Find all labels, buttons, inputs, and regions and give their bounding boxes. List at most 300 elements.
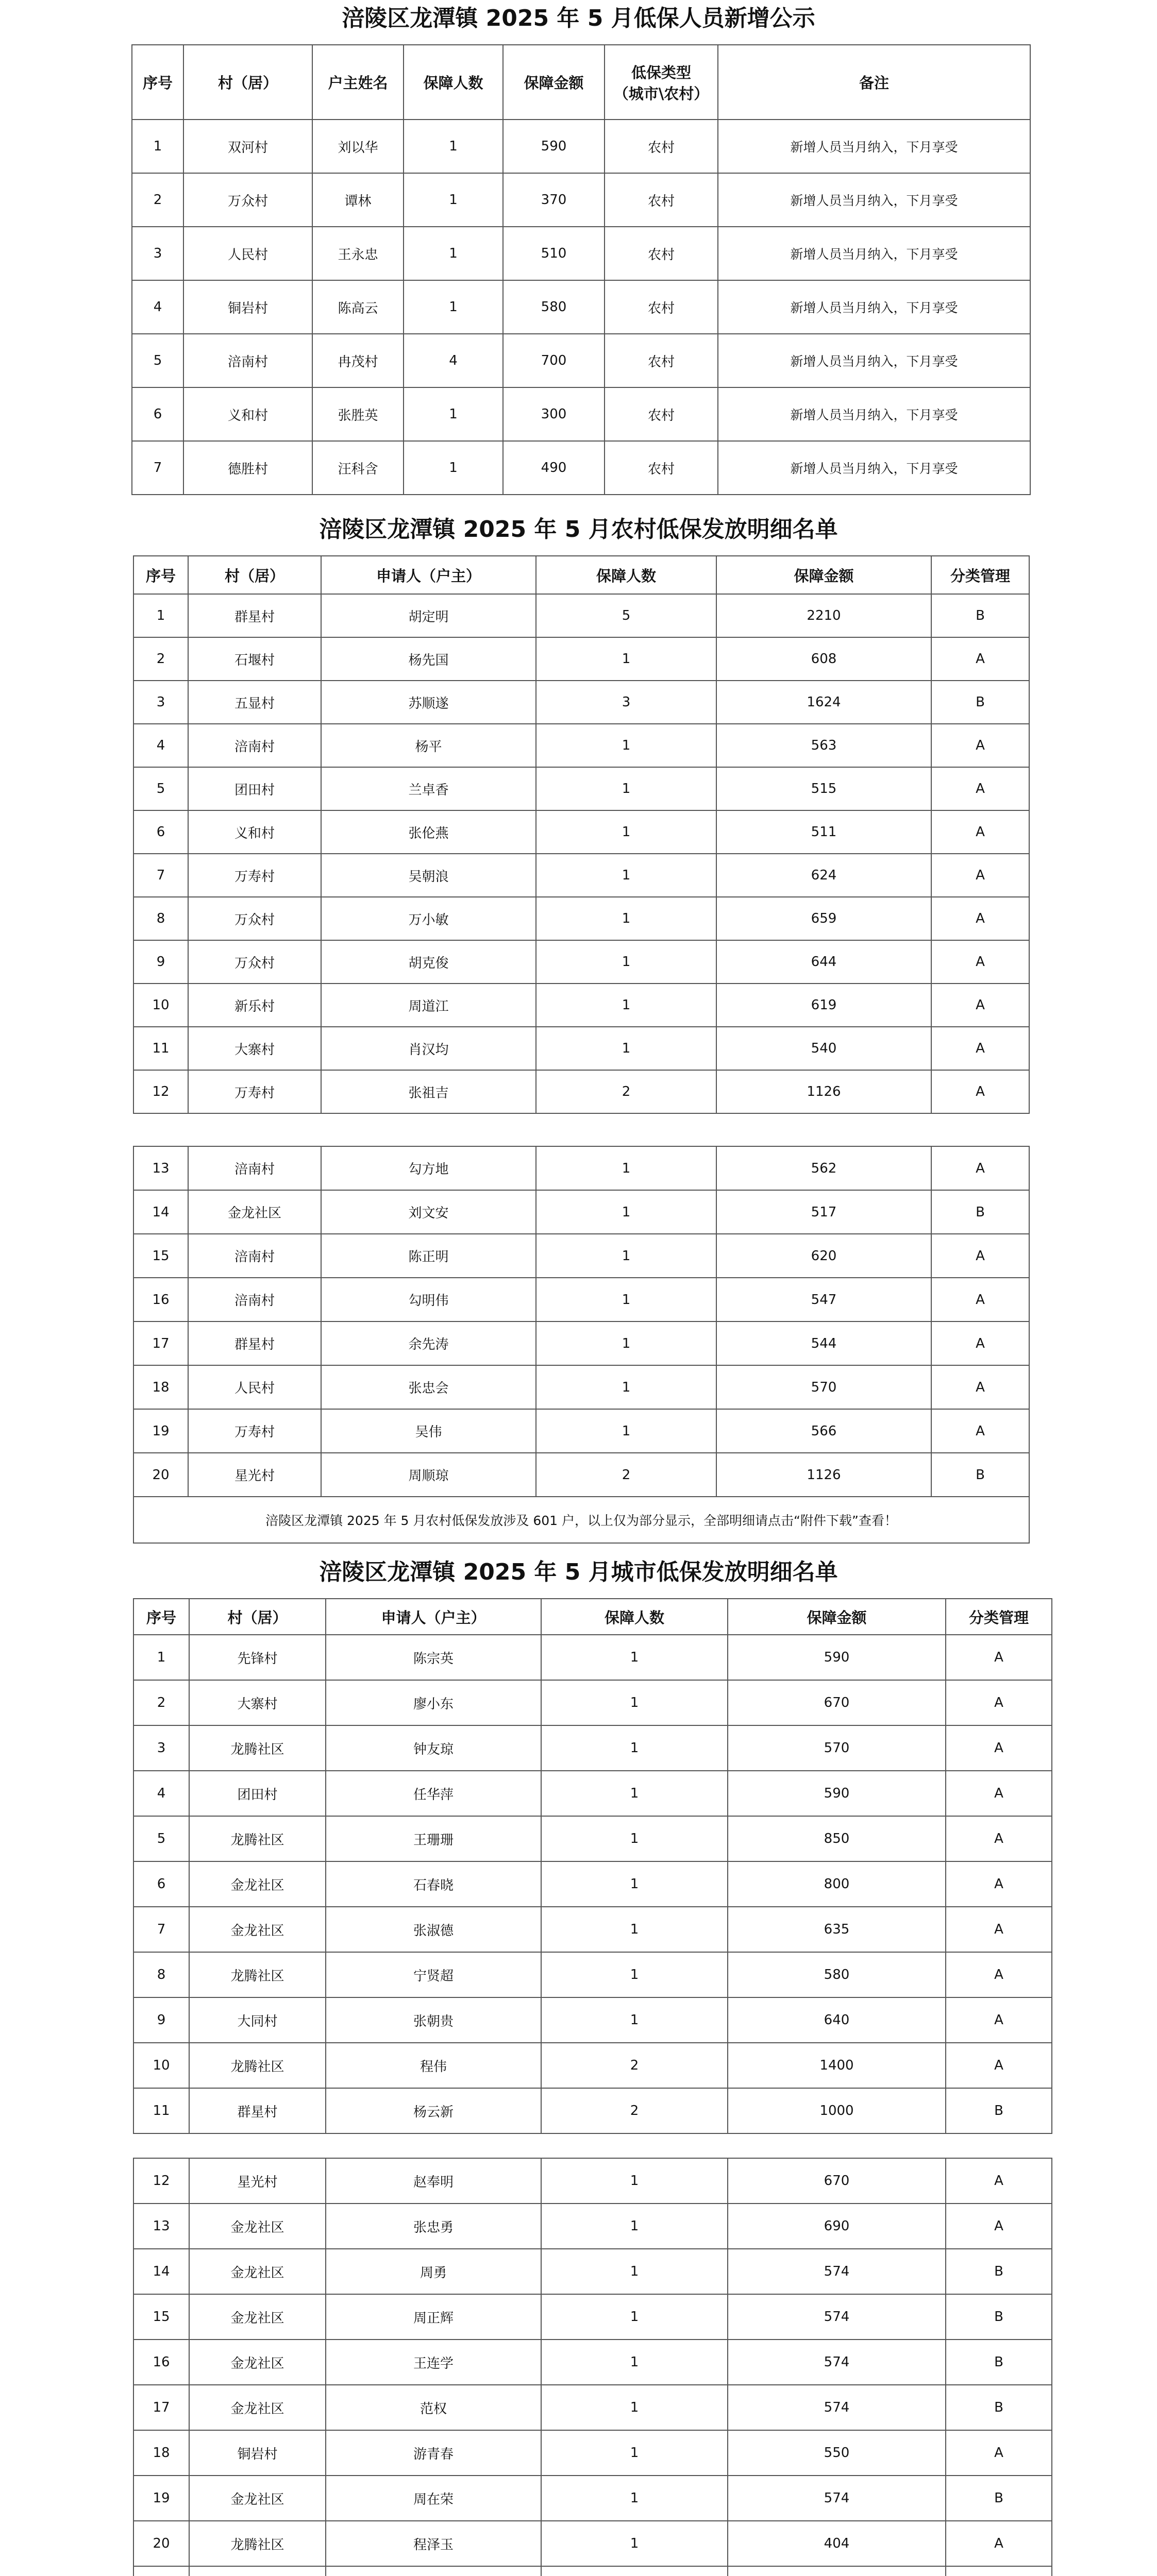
table-cell: 1 (536, 1278, 716, 1321)
table-cell: 1 (541, 2385, 728, 2430)
table-row (133, 2158, 1052, 2204)
table-cell: 张伦燕 (321, 810, 536, 854)
table-row (133, 2204, 1052, 2249)
table-cell: A (931, 984, 1029, 1027)
table-cell: 1 (536, 1146, 716, 1190)
table-cell: A (931, 1146, 1029, 1190)
table-cell: 20 (133, 2521, 189, 2566)
table-cell: 1 (541, 1725, 728, 1771)
table-row (133, 854, 1029, 897)
table-cell: 574 (728, 2249, 946, 2294)
table-row (133, 810, 1029, 854)
table-cell: 农村 (605, 120, 718, 173)
table-cell: 金龙社区 (189, 2385, 326, 2430)
table-row (132, 173, 1030, 227)
table-cell: 冉茂村 (312, 334, 404, 387)
table-cell: 石堰村 (188, 637, 321, 681)
header-row (133, 556, 1029, 594)
table-cell: 张朝贵 (326, 1997, 541, 2043)
table-cell: 万众村 (183, 173, 312, 227)
table-row (133, 984, 1029, 1027)
table-cell: 龙腾社区 (189, 1952, 326, 1997)
table-cell: 涪南村 (188, 1234, 321, 1278)
table-cell: 万小敏 (321, 897, 536, 940)
table-row (133, 1861, 1052, 1907)
table-cell: 619 (716, 984, 931, 1027)
table-cell: 14 (133, 1190, 188, 1234)
table-cell: 4 (132, 280, 183, 334)
table-cell: 1 (536, 1365, 716, 1409)
table-cell (189, 2566, 326, 2576)
table-cell: 1 (541, 2476, 728, 2521)
table-cell: 540 (716, 1027, 931, 1070)
table-cell: 义和村 (183, 387, 312, 441)
table-cell: 1 (536, 1409, 716, 1453)
table-cell: A (946, 1816, 1052, 1861)
table-cell: 5 (133, 1816, 189, 1861)
column-header: 村（居） (188, 556, 321, 594)
table-cell: 1 (541, 1997, 728, 2043)
table-cell: 16 (133, 2340, 189, 2385)
table-cell: 1 (536, 1234, 716, 1278)
table-cell: A (931, 637, 1029, 681)
table-cell: 张忠勇 (326, 2204, 541, 2249)
urban-list-title: 涪陵区龙潭镇 2025 年 5 月城市低保发放明细名单 (319, 1559, 838, 1585)
table-cell: 10 (133, 984, 188, 1027)
table-cell: 双河村 (183, 120, 312, 173)
table-cell: 1 (536, 940, 716, 984)
table-cell: A (946, 2204, 1052, 2249)
table-cell: 8 (133, 1952, 189, 1997)
table-row (133, 2430, 1052, 2476)
table-cell: 15 (133, 1234, 188, 1278)
table-cell: 大寨村 (189, 1680, 326, 1725)
table-cell: 金龙社区 (189, 2476, 326, 2521)
table-cell: A (931, 1070, 1029, 1113)
table-cell: 1 (541, 2430, 728, 2476)
table-row (133, 2340, 1052, 2385)
table-cell: 苏顺遂 (321, 681, 536, 724)
table-cell: 850 (728, 1816, 946, 1861)
table-cell: 金龙社区 (189, 1861, 326, 1907)
table-cell: 肖汉均 (321, 1027, 536, 1070)
table-row (133, 594, 1029, 637)
table-row (133, 724, 1029, 767)
table-cell: 勾方地 (321, 1146, 536, 1190)
column-header: 分类管理 (946, 1599, 1052, 1635)
table-cell: 群星村 (189, 2088, 326, 2133)
table-cell (728, 2566, 946, 2576)
table-cell: A (931, 810, 1029, 854)
table-cell: 金龙社区 (189, 2340, 326, 2385)
table-cell: 德胜村 (183, 441, 312, 495)
column-header: 保障人数 (404, 45, 503, 120)
table-cell: 1 (541, 1816, 728, 1861)
table-cell: 铜岩村 (189, 2430, 326, 2476)
table-cell: 涪南村 (188, 724, 321, 767)
header-row (132, 45, 1030, 120)
table-row (132, 227, 1030, 280)
table-cell: 石春晓 (326, 1861, 541, 1907)
table-cell: 周道江 (321, 984, 536, 1027)
table-cell: 王珊珊 (326, 1816, 541, 1861)
table-cell: 铜岩村 (183, 280, 312, 334)
table-row (133, 897, 1029, 940)
table-cell: A (931, 1234, 1029, 1278)
table-cell: A (946, 1952, 1052, 1997)
table-cell: 1 (541, 1907, 728, 1952)
table-cell: 12 (133, 1070, 188, 1113)
table-cell: 11 (133, 2088, 189, 2133)
table-cell: 龙腾社区 (189, 2043, 326, 2088)
table-row (133, 2294, 1052, 2340)
table-cell: 1000 (728, 2088, 946, 2133)
table-cell: 金龙社区 (189, 2204, 326, 2249)
table-cell: 星光村 (188, 1453, 321, 1497)
table-cell: 9 (133, 1997, 189, 2043)
table-cell: B (931, 681, 1029, 724)
table-cell: 1 (132, 120, 183, 173)
table-cell: 574 (728, 2476, 946, 2521)
table-cell: 1 (404, 280, 503, 334)
table-cell: 新增人员当月纳入，下月享受 (718, 120, 1030, 173)
column-header: 申请人（户主） (326, 1599, 541, 1635)
table-cell: 余先涛 (321, 1321, 536, 1365)
table-cell: 陈正明 (321, 1234, 536, 1278)
table-row (133, 1190, 1029, 1234)
table-cell: A (946, 2521, 1052, 2566)
table-cell: 先锋村 (189, 1635, 326, 1680)
table-cell: 800 (728, 1861, 946, 1907)
table-cell: B (946, 2340, 1052, 2385)
column-header: 申请人（户主） (321, 556, 536, 594)
table-cell: 19 (133, 2476, 189, 2521)
table-cell: 640 (728, 1997, 946, 2043)
table-row (133, 1725, 1052, 1771)
table-cell: 陈宗英 (326, 1635, 541, 1680)
table-cell: 周勇 (326, 2249, 541, 2294)
table-cell: 张淑德 (326, 1907, 541, 1952)
table-cell: 新增人员当月纳入，下月享受 (718, 334, 1030, 387)
header-row (133, 1599, 1052, 1635)
table-cell: B (931, 594, 1029, 637)
table-cell: A (946, 1635, 1052, 1680)
table-cell: 周正辉 (326, 2294, 541, 2340)
table-cell: 5 (133, 767, 188, 810)
table-cell: 18 (133, 1365, 188, 1409)
table-row (133, 1680, 1052, 1725)
table-row (133, 637, 1029, 681)
table-cell: 20 (133, 1453, 188, 1497)
table-cell (326, 2566, 541, 2576)
table-cell: 农村 (605, 173, 718, 227)
rural-table-part1 (133, 555, 1030, 1114)
table-cell: 2210 (716, 594, 931, 637)
table-cell: 4 (133, 1771, 189, 1816)
table-row (133, 1234, 1029, 1278)
table-cell: 新乐村 (188, 984, 321, 1027)
table-cell: 1 (536, 1190, 716, 1234)
table-cell: 700 (503, 334, 605, 387)
table-cell: A (931, 1278, 1029, 1321)
table-cell: 张胜英 (312, 387, 404, 441)
table-cell: B (931, 1453, 1029, 1497)
column-header: 村（居） (189, 1599, 326, 1635)
table-cell: 670 (728, 1680, 946, 1725)
table-cell: 1 (536, 984, 716, 1027)
table-cell: 农村 (605, 387, 718, 441)
table-cell: 杨云新 (326, 2088, 541, 2133)
column-header: 保障人数 (536, 556, 716, 594)
table-cell: 1 (541, 1680, 728, 1725)
column-header: 分类管理 (931, 556, 1029, 594)
column-header: 保障金额 (728, 1599, 946, 1635)
table-cell: 1 (541, 2249, 728, 2294)
table-cell (541, 2566, 728, 2576)
table-cell: 490 (503, 441, 605, 495)
table-cell: 万众村 (188, 940, 321, 984)
table-row (133, 1321, 1029, 1365)
table-cell: 1 (541, 2204, 728, 2249)
table-cell: 404 (728, 2521, 946, 2566)
table-cell: 7 (133, 854, 188, 897)
table-cell: 汪科含 (312, 441, 404, 495)
table-cell: B (946, 2088, 1052, 2133)
table-cell: 11 (133, 1027, 188, 1070)
table-cell: 杨先国 (321, 637, 536, 681)
table-cell: 6 (133, 810, 188, 854)
table-cell: 2 (133, 1680, 189, 1725)
table-cell: 18 (133, 2430, 189, 2476)
table-row (133, 681, 1029, 724)
table-cell: 范权 (326, 2385, 541, 2430)
table-row (133, 1907, 1052, 1952)
table-row (133, 2566, 1052, 2576)
table-cell: 五显村 (188, 681, 321, 724)
table-row (132, 120, 1030, 173)
table-row (133, 1278, 1029, 1321)
table-cell: A (931, 724, 1029, 767)
table-row (133, 1997, 1052, 2043)
table-cell: B (946, 2294, 1052, 2340)
urban-table-part2 (133, 2158, 1052, 2576)
table-cell: 659 (716, 897, 931, 940)
table-cell: 566 (716, 1409, 931, 1453)
table-cell: 690 (728, 2204, 946, 2249)
table-cell: 574 (728, 2385, 946, 2430)
table-cell: A (931, 897, 1029, 940)
table-cell: 1 (404, 227, 503, 280)
table-cell: 3 (536, 681, 716, 724)
table-cell: 1 (536, 897, 716, 940)
table-cell: 新增人员当月纳入，下月享受 (718, 280, 1030, 334)
table-cell: A (946, 2158, 1052, 2204)
table-cell: 2 (132, 173, 183, 227)
table-cell: 农村 (605, 334, 718, 387)
table-row (133, 1409, 1029, 1453)
table-cell: 农村 (605, 227, 718, 280)
table-cell: 15 (133, 2294, 189, 2340)
table-row (133, 1635, 1052, 1680)
note-row (133, 1497, 1029, 1543)
table-cell: 万众村 (188, 897, 321, 940)
table-cell: 金龙社区 (189, 1907, 326, 1952)
table-cell: 周顺琼 (321, 1453, 536, 1497)
table-cell: A (931, 767, 1029, 810)
table-cell: 金龙社区 (189, 2294, 326, 2340)
table-row (133, 1027, 1029, 1070)
table-row (133, 2249, 1052, 2294)
table-cell: A (931, 1321, 1029, 1365)
table-cell: 杨平 (321, 724, 536, 767)
table-cell: 4 (404, 334, 503, 387)
table-row (132, 334, 1030, 387)
table-cell: 2 (541, 2088, 728, 2133)
table-cell: 赵奉明 (326, 2158, 541, 2204)
table-cell: 13 (133, 1146, 188, 1190)
table-cell: 周在荣 (326, 2476, 541, 2521)
column-header: 低保类型 （城市\农村） (605, 45, 718, 120)
table-cell: 团田村 (188, 767, 321, 810)
table-cell: 新增人员当月纳入，下月享受 (718, 441, 1030, 495)
table-cell: 程伟 (326, 2043, 541, 2088)
table-cell: 1 (541, 2158, 728, 2204)
table-row (133, 1771, 1052, 1816)
table-row (133, 1070, 1029, 1113)
table-cell: 13 (133, 2204, 189, 2249)
table-cell: 谭林 (312, 173, 404, 227)
table-cell: 2 (536, 1453, 716, 1497)
table-cell: 金龙社区 (189, 2249, 326, 2294)
table-cell: 17 (133, 1321, 188, 1365)
new-additions-title: 涪陵区龙潭镇 2025 年 5 月低保人员新增公示 (342, 5, 815, 31)
table-cell: 3 (133, 681, 188, 724)
column-header: 保障金额 (503, 45, 605, 120)
table-cell: 大寨村 (188, 1027, 321, 1070)
column-header: 序号 (133, 1599, 189, 1635)
table-cell: 5 (536, 594, 716, 637)
table-cell: 1 (536, 637, 716, 681)
table-cell: 563 (716, 724, 931, 767)
table-cell: 570 (728, 1725, 946, 1771)
table-cell: 金龙社区 (188, 1190, 321, 1234)
column-header: 户主姓名 (312, 45, 404, 120)
table-cell: 7 (133, 1907, 189, 1952)
table-row (132, 280, 1030, 334)
table-cell: 新增人员当月纳入，下月享受 (718, 387, 1030, 441)
table-cell: 670 (728, 2158, 946, 2204)
table-cell: 涪南村 (188, 1146, 321, 1190)
table-cell: 14 (133, 2249, 189, 2294)
table-cell: 590 (728, 1635, 946, 1680)
column-header: 序号 (132, 45, 183, 120)
table-cell: 300 (503, 387, 605, 441)
table-cell: 团田村 (189, 1771, 326, 1816)
table-row (133, 1365, 1029, 1409)
table-cell: 王永忠 (312, 227, 404, 280)
table-cell: 570 (716, 1365, 931, 1409)
table-cell: 1 (404, 387, 503, 441)
table-cell: 5 (132, 334, 183, 387)
table-cell: 1 (404, 441, 503, 495)
table-cell (133, 2566, 189, 2576)
table-cell: A (946, 1680, 1052, 1725)
table-cell: 吴朝浪 (321, 854, 536, 897)
table-cell: 钟友琼 (326, 1725, 541, 1771)
table-cell: 547 (716, 1278, 931, 1321)
table-cell: 程泽玉 (326, 2521, 541, 2566)
table-cell: 龙腾社区 (189, 1725, 326, 1771)
table-cell: 勾明伟 (321, 1278, 536, 1321)
table-cell: 人民村 (183, 227, 312, 280)
column-header: 保障人数 (541, 1599, 728, 1635)
table-cell: 涪南村 (183, 334, 312, 387)
table-cell: 1 (536, 854, 716, 897)
table-cell: 8 (133, 897, 188, 940)
table-cell: 龙腾社区 (189, 2521, 326, 2566)
table-cell: A (931, 940, 1029, 984)
table-cell: 3 (133, 1725, 189, 1771)
table-row (133, 1453, 1029, 1497)
table-cell: A (931, 1027, 1029, 1070)
table-cell: 580 (503, 280, 605, 334)
table-cell: 12 (133, 2158, 189, 2204)
table-cell: 19 (133, 1409, 188, 1453)
table-cell: 635 (728, 1907, 946, 1952)
table-cell: 517 (716, 1190, 931, 1234)
table-cell: 7 (132, 441, 183, 495)
table-cell: A (946, 1725, 1052, 1771)
table-cell: 刘文安 (321, 1190, 536, 1234)
table-cell: 1 (536, 724, 716, 767)
table-cell: 王连学 (326, 2340, 541, 2385)
table-cell: 1 (536, 1027, 716, 1070)
table-cell: 人民村 (188, 1365, 321, 1409)
table-cell: 6 (133, 1861, 189, 1907)
table-row (133, 2088, 1052, 2133)
table-cell: 574 (728, 2294, 946, 2340)
table-cell: B (931, 1190, 1029, 1234)
table-row (133, 2521, 1052, 2566)
table-cell: 1 (541, 1635, 728, 1680)
table-cell: 544 (716, 1321, 931, 1365)
table-cell: B (946, 2249, 1052, 2294)
table-cell: 万寿村 (188, 1070, 321, 1113)
rural-table-part2 (133, 1146, 1030, 1544)
table-cell: 群星村 (188, 594, 321, 637)
table-cell: 1 (541, 1952, 728, 1997)
table-cell: 廖小东 (326, 1680, 541, 1725)
table-cell: 1126 (716, 1070, 931, 1113)
table-cell: 任华萍 (326, 1771, 541, 1816)
table-cell: 16 (133, 1278, 188, 1321)
table-cell: 新增人员当月纳入，下月享受 (718, 173, 1030, 227)
table-row (133, 2385, 1052, 2430)
table-cell: 590 (503, 120, 605, 173)
table-cell: A (946, 1771, 1052, 1816)
table-cell: 1 (404, 173, 503, 227)
table-cell: A (946, 2043, 1052, 2088)
table-cell: B (946, 2385, 1052, 2430)
table-cell: 兰卓香 (321, 767, 536, 810)
table-cell: 群星村 (188, 1321, 321, 1365)
table-cell: 义和村 (188, 810, 321, 854)
table-cell: 620 (716, 1234, 931, 1278)
column-header: 村（居） (183, 45, 312, 120)
table-cell: 511 (716, 810, 931, 854)
column-header: 保障金额 (716, 556, 931, 594)
table-cell: 1 (536, 1321, 716, 1365)
